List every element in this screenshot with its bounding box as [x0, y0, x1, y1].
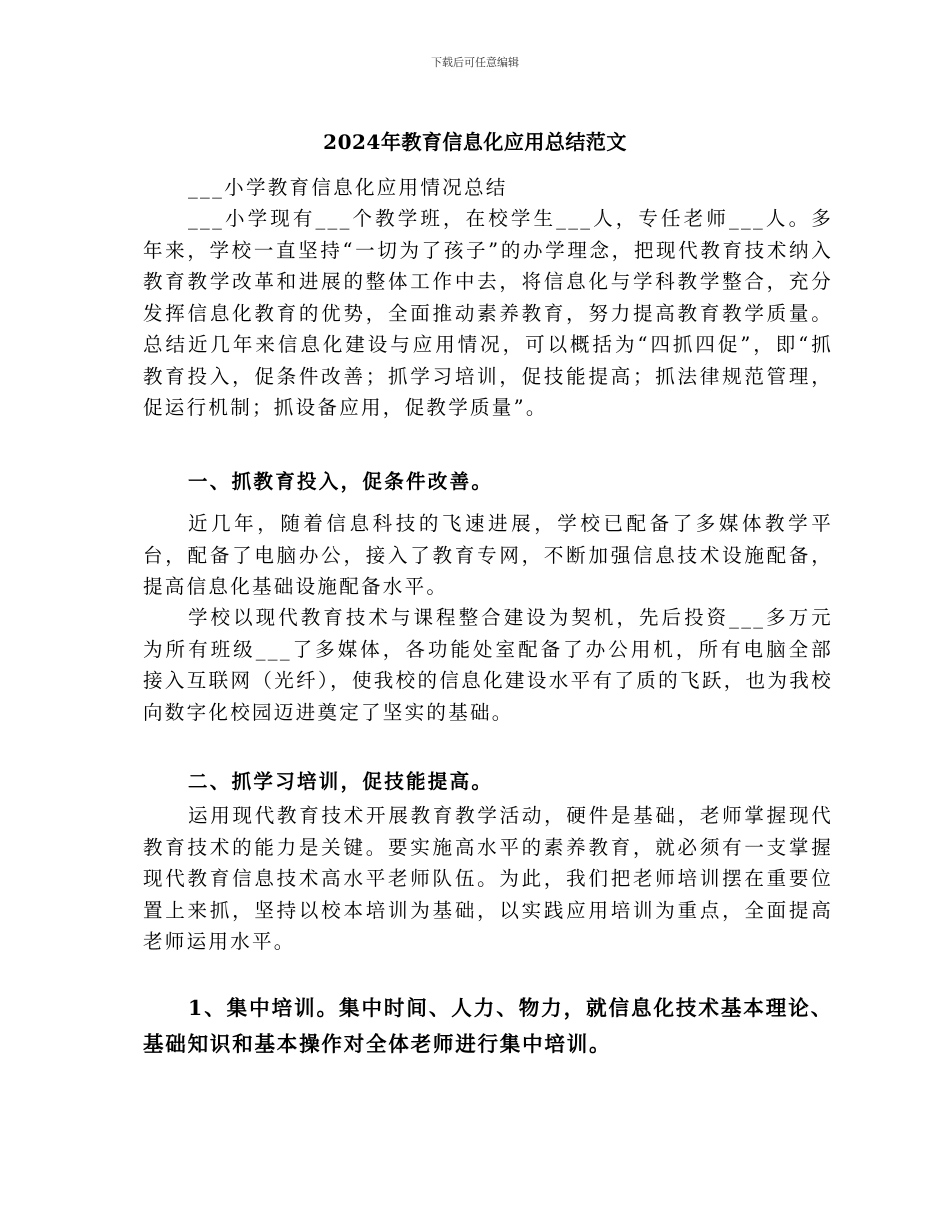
document-title: 2024年教育信息化应用总结范文: [323, 130, 627, 154]
section-1-paragraph-1: 近几年，随着信息科技的飞速进展，学校已配备了多媒体教学平台，配备了电脑办公，接入了教育专网，不断加强信息技术设施配备，提高信息化基础设施配备水平。: [143, 512, 833, 598]
page-header-note: 下载后可任意编辑: [431, 56, 519, 69]
intro-paragraph: ___小学现有___个教学班，在校学生___人，专任老师___人。多年来，学校一直坚持“一切为了孩子”的办学理念，把现代教育技术纳入教育教学改革和进展的整体工作中去，将信息化与学科教学整合，充分发挥信息化教育的优势，全面推动素养教育，努力提高教育教学质量。总结近几年来信息化建设与应用情况，可以概括为“四抓四促”，即“抓教育投入，促条件改善；抓学习培训，促技能提高；抓法律规范管理，促运行机制；抓设备应用，促教学质量”。: [143, 207, 833, 419]
training-item-1: 1、集中培训。集中时间、人力、物力，就信息化技术基本理论、基础知识和基本操作对全体老师进行集中培训。: [143, 996, 833, 1056]
subtitle-paragraph: ___小学教育信息化应用情况总结: [188, 176, 508, 199]
section-2-paragraph-1: 运用现代教育技术开展教育教学活动，硬件是基础，老师掌握现代教育技术的能力是关键。要实施高水平的素养教育，就必须有一支掌握现代教育信息技术高水平老师队伍。为此，我们把老师培训摆在重要位置上来抓，坚持以校本培训为基础，以实践应用培训为重点，全面提高老师运用水平。: [143, 804, 833, 953]
section-heading-2: 二、抓学习培训，促技能提高。: [188, 770, 494, 793]
section-heading-1: 一、抓教育投入，促条件改善。: [188, 470, 494, 493]
section-1-paragraph-2: 学校以现代教育技术与课程整合建设为契机，先后投资___多万元为所有班级___了多媒体，各功能处室配备了办公用机，所有电脑全部接入互联网（光纤），使我校的信息化建设水平有了质的飞跃，也为我校向数字化校园迈进奠定了坚实的基础。: [143, 606, 833, 724]
